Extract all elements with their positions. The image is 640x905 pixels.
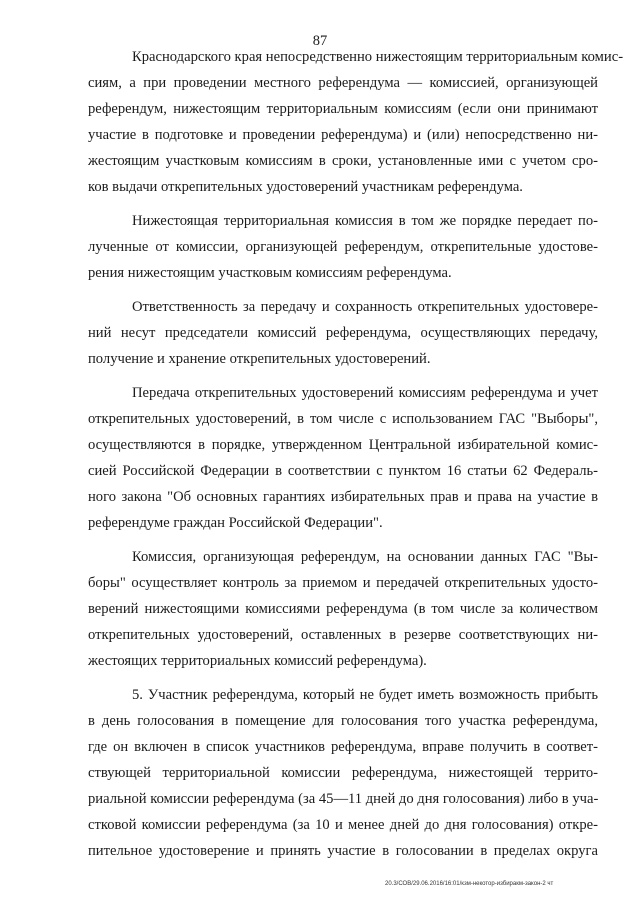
text-line: стковой комиссии референдума (за 10 и менее дней до дня голосования) откре- xyxy=(88,817,598,833)
text-line: жестоящих территориальных комиссий референдума). xyxy=(88,653,427,669)
text-line: открепительных удостоверений, в том числе с использованием ГАС "Выборы", xyxy=(88,411,598,427)
text-line: сиям, а при проведении местного референдума — комиссией, организующей xyxy=(88,75,598,91)
paragraph xyxy=(88,44,624,200)
text-line: референдуме граждан Российской Федерации". xyxy=(88,515,383,531)
text-line: ного закона "Об основных гарантиях избирательных прав и права на участие в xyxy=(88,489,598,505)
text-line: верений нижестоящими комиссиями референдума (в том числе за количеством xyxy=(88,601,598,617)
text-line: ков выдачи открепительных удостоверений участникам референдума. xyxy=(88,179,523,195)
text-line: Комиссия, организующая референдум, на основании данных ГАС "Вы- xyxy=(132,549,598,565)
text-line: ний несут председатели комиссий референдума, осуществляющих передачу, xyxy=(88,325,598,341)
text-line: Краснодарского края непосредственно нижестоящим территориальным комис- xyxy=(132,49,624,65)
text-line: пительное удостоверение и принять участие в голосовании в пределах округа xyxy=(88,843,598,859)
text-line: рения нижестоящим участковым комиссиям референдума. xyxy=(88,265,452,281)
text-line: референдум, нижестоящим территориальным комиссиям (если они принимают xyxy=(88,101,598,117)
paragraph xyxy=(88,544,598,674)
text-line: сией Российской Федерации в соответствии с пунктом 16 статьи 62 Федераль- xyxy=(88,463,598,479)
text-line: лученные от комиссии, организующей референдум, открепительные удостове- xyxy=(88,239,598,255)
paragraph xyxy=(88,682,598,864)
page-number: 87 xyxy=(312,33,328,49)
text-line: осуществляются в порядке, утвержденном Центральной избирательной комис- xyxy=(88,437,598,453)
paragraph xyxy=(88,208,598,286)
paragraph xyxy=(88,380,598,536)
text-line: ствующей территориальной комиссии референдума, нижестоящей террито- xyxy=(88,765,598,781)
paragraph xyxy=(88,294,598,372)
text-line: жестоящим участковым комиссиям в сроки, установленные ими с учетом сро- xyxy=(88,153,598,169)
text-line: в день голосования в помещение для голосования того участка референдума, xyxy=(88,713,598,729)
text-line: участие в подготовке и проведении референдума) и (или) непосредственно ни- xyxy=(88,127,598,143)
text-line: боры" осуществляет контроль за приемом и передачей открепительных удосто- xyxy=(88,575,598,591)
footer-file-path: 20.3/СОВ/29.06.2016/16:01/кзм-некотор-избиракм-закон-2 чт xyxy=(385,881,554,887)
text-line: где он включен в список участников референдума, вправе получить в соответ- xyxy=(88,739,598,755)
text-line: риальной комиссии референдума (за 45—11 дней до дня голосования) либо в уча- xyxy=(88,791,599,807)
text-line: Передача открепительных удостоверений комиссиям референдума и учет xyxy=(132,385,598,401)
document-body xyxy=(88,44,624,872)
text-line: 5. Участник референдума, который не будет иметь возможность прибыть xyxy=(132,687,598,703)
text-line: Нижестоящая территориальная комиссия в том же порядке передает по- xyxy=(132,213,598,229)
text-line: открепительных удостоверений, оставленных в резерве соответствующих ни- xyxy=(88,627,598,643)
text-line: Ответственность за передачу и сохранность открепительных удостовере- xyxy=(132,299,598,315)
text-line: получение и хранение открепительных удостоверений. xyxy=(88,351,431,367)
